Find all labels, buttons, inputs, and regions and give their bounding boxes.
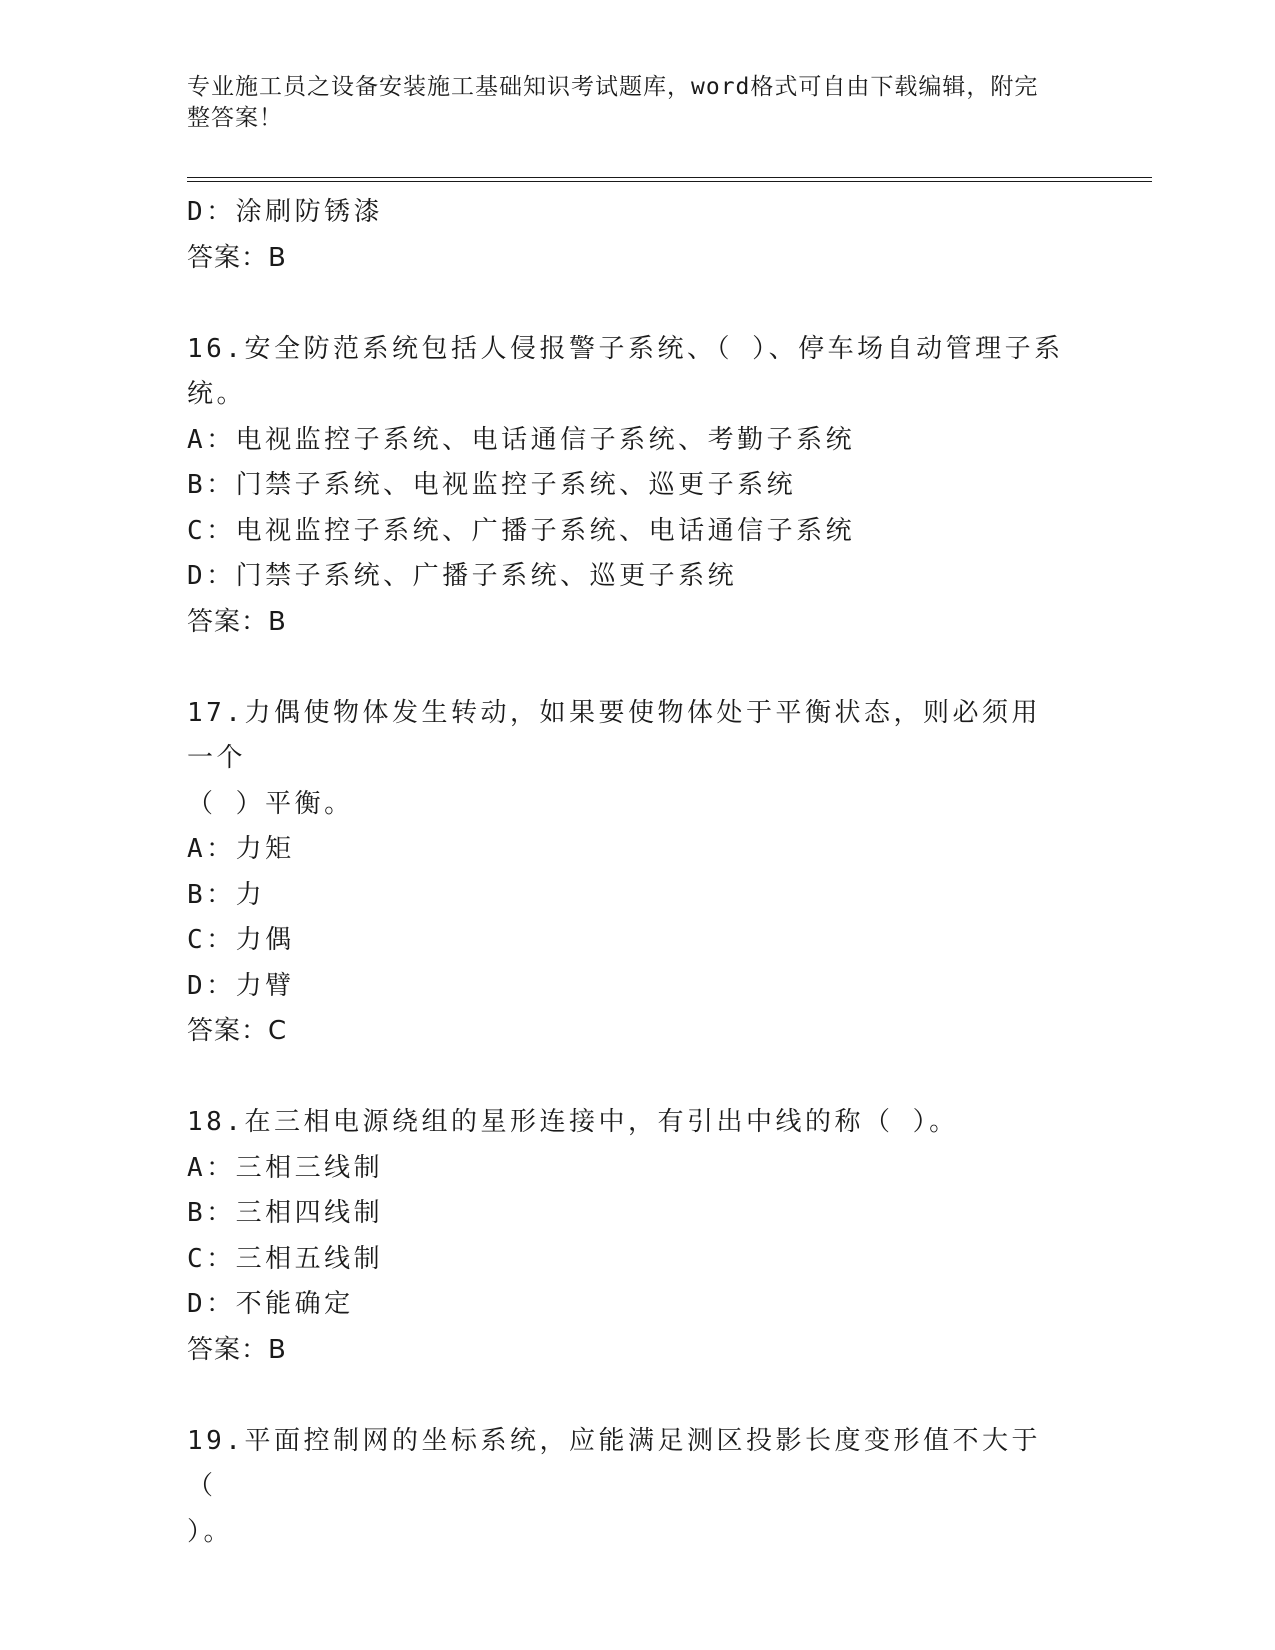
question-list [187, 190, 1067, 1555]
option-c: C：三相五线制 [187, 1243, 384, 1274]
question-19 [187, 1419, 1067, 1556]
option-b: B：三相四线制 [187, 1198, 384, 1228]
document-header [187, 72, 1067, 134]
option-d: D：涂刷防锈漆 [187, 197, 384, 227]
question-text-line-2: （ ）平衡。 [187, 788, 354, 819]
option-a: A：电视监控子系统、电话通信子系统、考勤子系统 [187, 424, 856, 455]
question-text-line-1: 19.平面控制网的坐标系统，应能满足测区投影长度变形值不大于（ [187, 1425, 1041, 1501]
spacer [187, 1373, 1067, 1419]
spacer [187, 1055, 1067, 1101]
option-d: D：门禁子系统、广播子系统、巡更子系统 [187, 561, 738, 591]
spacer [187, 281, 1067, 327]
option-c: C：力偶 [187, 925, 295, 955]
spacer [187, 645, 1067, 691]
answer-line: 答案：B [187, 242, 287, 273]
question-text-line-1: 17.力偶使物体发生转动，如果要使物体处于平衡状态，则必须用一个 [187, 697, 1041, 773]
answer-line: 答案：B [187, 1334, 287, 1365]
header-line-1: 专业施工员之设备安装施工基础知识考试题库，word格式可自由下载编辑，附完 [187, 74, 1039, 100]
option-a: A：力矩 [187, 834, 295, 864]
question-18 [187, 1100, 1067, 1373]
option-c: C：电视监控子系统、广播子系统、电话通信子系统 [187, 515, 856, 546]
option-d: D：力臂 [187, 970, 295, 1001]
option-a: A：三相三线制 [187, 1152, 384, 1183]
option-b: B：力 [187, 879, 266, 910]
question-text-line-1: 18.在三相电源绕组的星形连接中，有引出中线的称（ ）。 [187, 1107, 959, 1137]
header-divider-bottom [187, 181, 1152, 182]
question-text-line-1: 16.安全防范系统包括人侵报警子系统、（ ）、停车场自动管理子系 [187, 333, 1064, 364]
answer-line: 答案：B [187, 606, 287, 637]
question-15-tail [187, 190, 1067, 281]
header-divider-top [187, 177, 1152, 178]
option-d: D：不能确定 [187, 1289, 354, 1319]
answer-line: 答案：C [187, 1016, 288, 1046]
question-text-line-2: ）。 [187, 1516, 234, 1547]
question-16 [187, 327, 1067, 646]
question-text-line-2: 统。 [187, 379, 247, 409]
option-b: B：门禁子系统、电视监控子系统、巡更子系统 [187, 470, 797, 500]
question-17 [187, 691, 1067, 1055]
header-line-2: 整答案！ [187, 105, 283, 131]
